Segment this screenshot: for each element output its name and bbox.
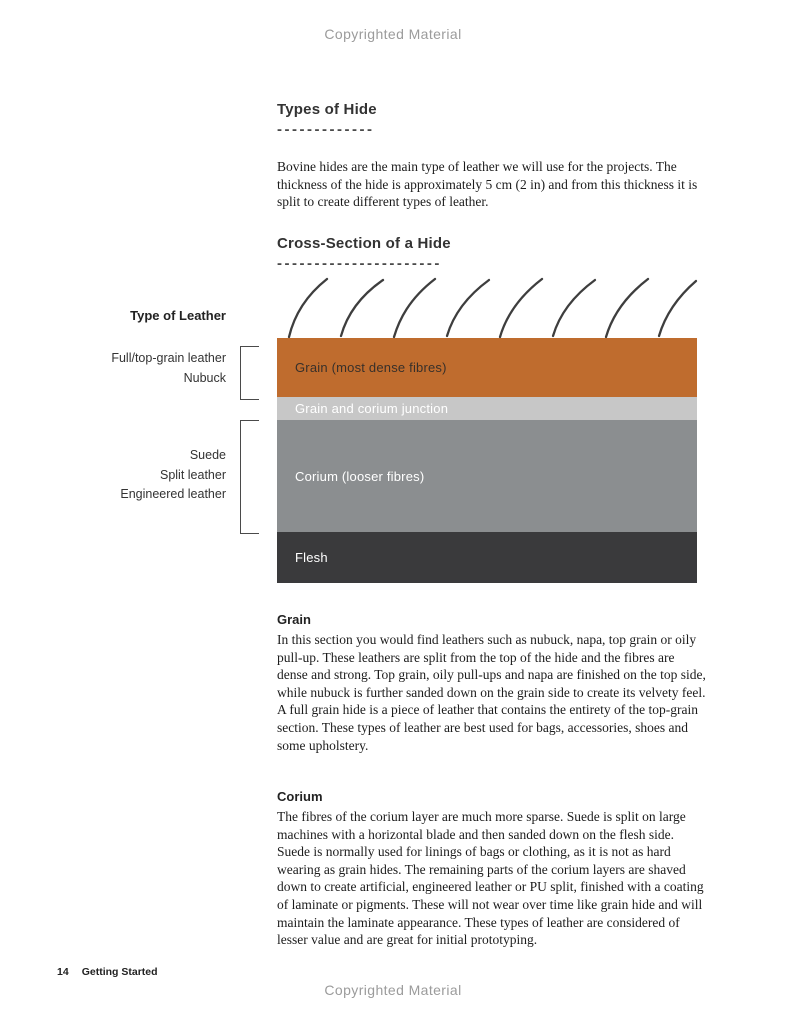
footer-section-title: Getting Started bbox=[81, 966, 158, 978]
watermark-bottom: Copyrighted Material bbox=[324, 982, 462, 998]
layer-corium bbox=[277, 420, 697, 532]
bracket-top-group bbox=[240, 346, 259, 400]
leather-type-label: Split leather bbox=[159, 467, 226, 482]
leather-type-label: Engineered leather bbox=[120, 487, 226, 501]
layer-grain bbox=[277, 338, 697, 397]
hair-strands-icon bbox=[275, 276, 699, 343]
layer-grain-label: Grain (most dense fibres) bbox=[295, 360, 447, 375]
layer-junction bbox=[277, 397, 697, 420]
bracket-bottom-group bbox=[240, 420, 259, 534]
hide-cross-section-diagram bbox=[277, 338, 697, 583]
dashed-rule: ------------- bbox=[277, 121, 375, 138]
layer-flesh-label: Flesh bbox=[295, 550, 328, 565]
page-footer bbox=[57, 966, 158, 978]
corium-paragraph: The fibres of the corium layer are much more sparse. Suede is split on large machines with a horizontal blade and then sanded down on the flesh side. Suede is normally used for linings of bags or clothing, as it is not as hard wearing as grain hides. The remaining parts of the corium layers are shaved down to create artificial, engineered leather or PU split, finished with a coating of laminate or pigments. These will not wear over time like grain hide and will maintain the laminate appearance. These types of leather are considered of lesser value and are great for initial prototyping. bbox=[277, 809, 704, 948]
section-heading-cross-section: Cross-Section of a Hide bbox=[277, 235, 451, 252]
layer-junction-label: Grain and corium junction bbox=[295, 401, 449, 416]
section-heading-types-of-hide: Types of Hide bbox=[277, 101, 377, 118]
leather-group-top bbox=[36, 349, 226, 388]
leather-type-label: Full/top-grain leather bbox=[111, 351, 226, 365]
leather-group-bottom bbox=[36, 446, 226, 505]
grain-paragraph: In this section you would find leathers such as nubuck, napa, top grain or oily pull-up. These leathers are split from the top of the hide and the fibres are dense and strong. Top grain, oily pull-ups and napa are finished on the top side, while nubuck is further sanded down on the grain side to create its velvety feel. A full grain hide is a piece of leather that contains the entirety of the top-grain section. These types of leather are best used for bags, accessories, shoes and some upholstery. bbox=[277, 632, 706, 753]
page-number: 14 bbox=[57, 966, 69, 978]
watermark-top: Copyrighted Material bbox=[324, 26, 462, 42]
subheading-corium: Corium bbox=[277, 789, 323, 804]
layer-corium-label: Corium (looser fibres) bbox=[295, 468, 425, 484]
intro-paragraph: Bovine hides are the main type of leather we will use for the projects. The thickness of the hide is approximately 5 cm (2 in) and from this thickness it is split to create different types of leather. bbox=[277, 159, 698, 210]
leather-type-label: Nubuck bbox=[183, 370, 226, 385]
subheading-grain: Grain bbox=[277, 612, 311, 627]
leather-type-label: Suede bbox=[189, 448, 226, 462]
layer-flesh bbox=[277, 532, 697, 583]
diagram-side-title: Type of Leather bbox=[130, 308, 226, 323]
dashed-rule: ---------------------- bbox=[277, 255, 442, 272]
